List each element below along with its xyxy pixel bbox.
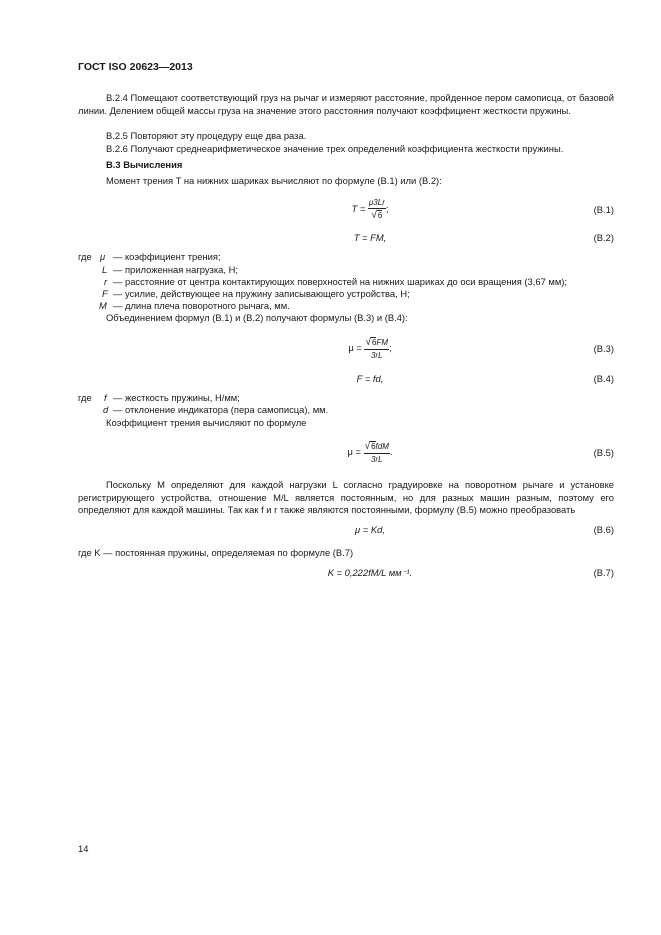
friction-intro: Коэффициент трения вычисляют по формуле	[106, 417, 307, 428]
paragraph-since: Поскольку M определяют для каждой нагрузки L согласно градуировке на поворотном рычаге и установке регистрирующего устройства, отношение M/L является постоянным, но для разных машин разным, поэтому его определяют для каждой машины. Так как f и r также являются постоянными, формулу (В.5) можно преобразовать	[78, 479, 614, 516]
paragraph-b25: В.2.5 Повторяют эту процедуру еще два раза.	[106, 130, 307, 141]
eq-b1-lhs: T =	[351, 202, 366, 214]
equation-b3	[200, 337, 540, 360]
equation-number-b7: (В.7)	[593, 567, 614, 578]
where1-desc-mu: — коэффициент трения;	[113, 251, 221, 262]
paragraph-b26: В.2.6 Получают среднеарифметическое значение трех определений коэффициента жесткости пружины.	[106, 143, 564, 154]
combine-text: Объединением формул (В.1) и (В.2) получают формулы (В.3) и (В.4):	[106, 312, 408, 323]
where1-sym-mu: μ	[100, 251, 106, 262]
eq-b3-radicand: 6	[371, 338, 377, 347]
equation-number-b4: (В.4)	[593, 373, 614, 384]
where1-sym-L: L	[102, 264, 108, 275]
equation-b4: F = fd,	[356, 373, 384, 384]
equation-b6: μ = Kd,	[355, 524, 385, 535]
eq-b5-num-rest: fdM	[375, 442, 389, 451]
page-number: 14	[78, 843, 89, 854]
eq-b5-lhs: μ =	[347, 445, 361, 457]
where1-sym-F: F	[102, 288, 108, 299]
document-header: ГОСТ ISO 20623—2013	[78, 61, 193, 73]
where1-desc-L: — приложенная нагрузка, Н;	[113, 264, 238, 275]
where1-desc-r: — расстояние от центра контактирующих поверхностей на нижних шариках до оси вращения (3,67 мм);	[113, 276, 568, 287]
eq-b5-denominator: 3rL	[370, 455, 383, 464]
equation-b7: K = 0,222fM/L мм⁻¹.	[327, 567, 413, 578]
eq-b5-fraction	[364, 441, 390, 464]
where-lead-2: где	[78, 392, 92, 403]
eq-b5-tail: .	[389, 445, 393, 457]
equation-number-b6: (В.6)	[593, 524, 614, 535]
where1-desc-F: — усилие, действующее на пружину записывающего устройства, Н;	[113, 288, 410, 299]
section-title: В.3 Вычисления	[106, 159, 183, 170]
eq-b3-denominator: 3rL	[370, 351, 383, 360]
where2-sym-d: d	[103, 404, 109, 415]
equation-number-b1: (В.1)	[593, 204, 614, 215]
eq-b3-lhs: μ =	[348, 341, 362, 353]
where2-desc-d: — отклонение индикатора (пера самописца), мм.	[113, 404, 329, 415]
sqrt-icon: √	[364, 441, 371, 452]
eq-b1-fraction	[368, 198, 386, 221]
where-lead-1: где	[78, 251, 92, 262]
equation-number-b5: (В.5)	[593, 447, 614, 458]
k-definition: где K — постоянная пружины, определяемая по формуле (В.7)	[78, 547, 354, 558]
where2-desc-f: — жесткость пружины, Н/мм;	[113, 392, 240, 403]
where1-desc-M: — длина плеча поворотного рычага, мм.	[113, 300, 290, 311]
eq-b1-denominator: 6	[377, 211, 383, 220]
where1-sym-M: M	[99, 300, 107, 311]
eq-b3-num-rest: FM	[376, 338, 388, 347]
eq-b3-tail: ;	[389, 341, 392, 353]
equation-b2: T = FM,	[353, 232, 387, 243]
where1-sym-r: r	[104, 276, 108, 287]
eq-b1-numerator: μ3Lr	[368, 198, 385, 207]
equation-number-b3: (В.3)	[593, 343, 614, 354]
equation-b1	[200, 198, 540, 221]
intro-text: Момент трения T на нижних шариках вычисляют по формуле (В.1) или (В.2):	[106, 175, 442, 186]
where2-sym-f: f	[104, 392, 107, 403]
eq-b5-radicand: 6	[371, 442, 376, 451]
equation-number-b2: (В.2)	[593, 232, 614, 243]
equation-b5	[200, 441, 540, 464]
sqrt-icon: √	[371, 210, 377, 221]
paragraph-b24: В.2.4 Помещают соответствующий груз на рычаг и измеряют расстояние, пройденное пером самописца, от базовой линии. Делением общей массы груза на значение этого расстояния получают коэффициент жесткости пружины.	[78, 92, 614, 116]
eq-b1-tail: ;	[385, 202, 389, 214]
sqrt-icon: √	[365, 337, 371, 348]
eq-b3-fraction	[364, 337, 389, 360]
